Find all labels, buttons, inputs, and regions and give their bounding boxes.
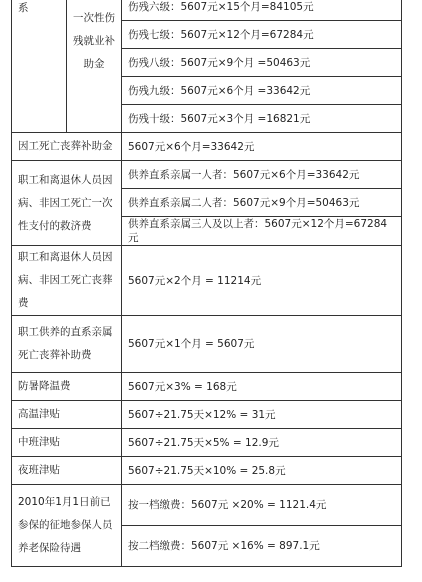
pension-value-2: 按二档缴费：5607元 ×16% = 897.1元 — [122, 526, 402, 567]
table-row — [12, 401, 402, 429]
dependent-funeral-label: 职工供养的直系亲属死亡丧葬补助费 — [12, 316, 122, 373]
table-row — [12, 373, 402, 401]
heat-prevention-value: 5607元×3% = 168元 — [122, 373, 402, 401]
high-temp-label: 高温津贴 — [12, 401, 122, 429]
work-death-funeral-label: 因工死亡丧葬补助金 — [12, 133, 122, 161]
disability-grade-8: 伤残八级：5607元×9个月 =50463元 — [122, 49, 402, 77]
table-row — [12, 133, 402, 161]
relief-label: 职工和离退休人员因病、非因工死亡一次性支付的救济费 — [12, 161, 122, 246]
disability-grade-9: 伤残九级：5607元×6个月 =33642元 — [122, 77, 402, 105]
pension-label: 2010年1月1日前已参保的征地参保人员养老保险待遇 — [12, 485, 122, 567]
high-temp-value: 5607÷21.75天×12% = 31元 — [122, 401, 402, 429]
disability-grade-7: 伤残七级：5607元×12个月=67284元 — [122, 21, 402, 49]
mid-shift-label: 中班津贴 — [12, 429, 122, 457]
table-row — [12, 457, 402, 485]
non-work-funeral-label: 职工和离退休人员因病、非因工死亡丧葬费 — [12, 246, 122, 316]
heat-prevention-label: 防暑降温费 — [12, 373, 122, 401]
table-row — [12, 429, 402, 457]
table-row — [12, 0, 402, 21]
relief-value-2: 供养直系亲属二人者：5607元×9个月=50463元 — [122, 189, 402, 217]
mid-shift-value: 5607÷21.75天×5% = 12.9元 — [122, 429, 402, 457]
night-shift-value: 5607÷21.75天×10% = 25.8元 — [122, 457, 402, 485]
night-shift-label: 夜班津贴 — [12, 457, 122, 485]
work-death-funeral-value: 5607元×6个月=33642元 — [122, 133, 402, 161]
disability-grade-10: 伤残十级：5607元×3个月 =16821元 — [122, 105, 402, 133]
table-row — [12, 485, 402, 526]
standards-table — [11, 0, 402, 567]
table-row — [12, 246, 402, 316]
disability-subsidy-label: 一次性伤残就业补助金 — [67, 0, 122, 133]
dependent-funeral-value: 5607元×1个月 = 5607元 — [122, 316, 402, 373]
non-work-funeral-value: 5607元×2个月 = 11214元 — [122, 246, 402, 316]
table-row — [12, 161, 402, 189]
relief-value-1: 供养直系亲属一人者：5607元×6个月=33642元 — [122, 161, 402, 189]
table-row — [12, 316, 402, 373]
disability-grade-6: 伤残六级：5607元×15个月=84105元 — [122, 0, 402, 21]
category-label-cell: 系 — [12, 0, 67, 133]
relief-value-3: 供养直系亲属三人及以上者：5607元×12个月=67284元 — [122, 217, 402, 246]
pension-value-1: 按一档缴费：5607元 ×20% = 1121.4元 — [122, 485, 402, 526]
